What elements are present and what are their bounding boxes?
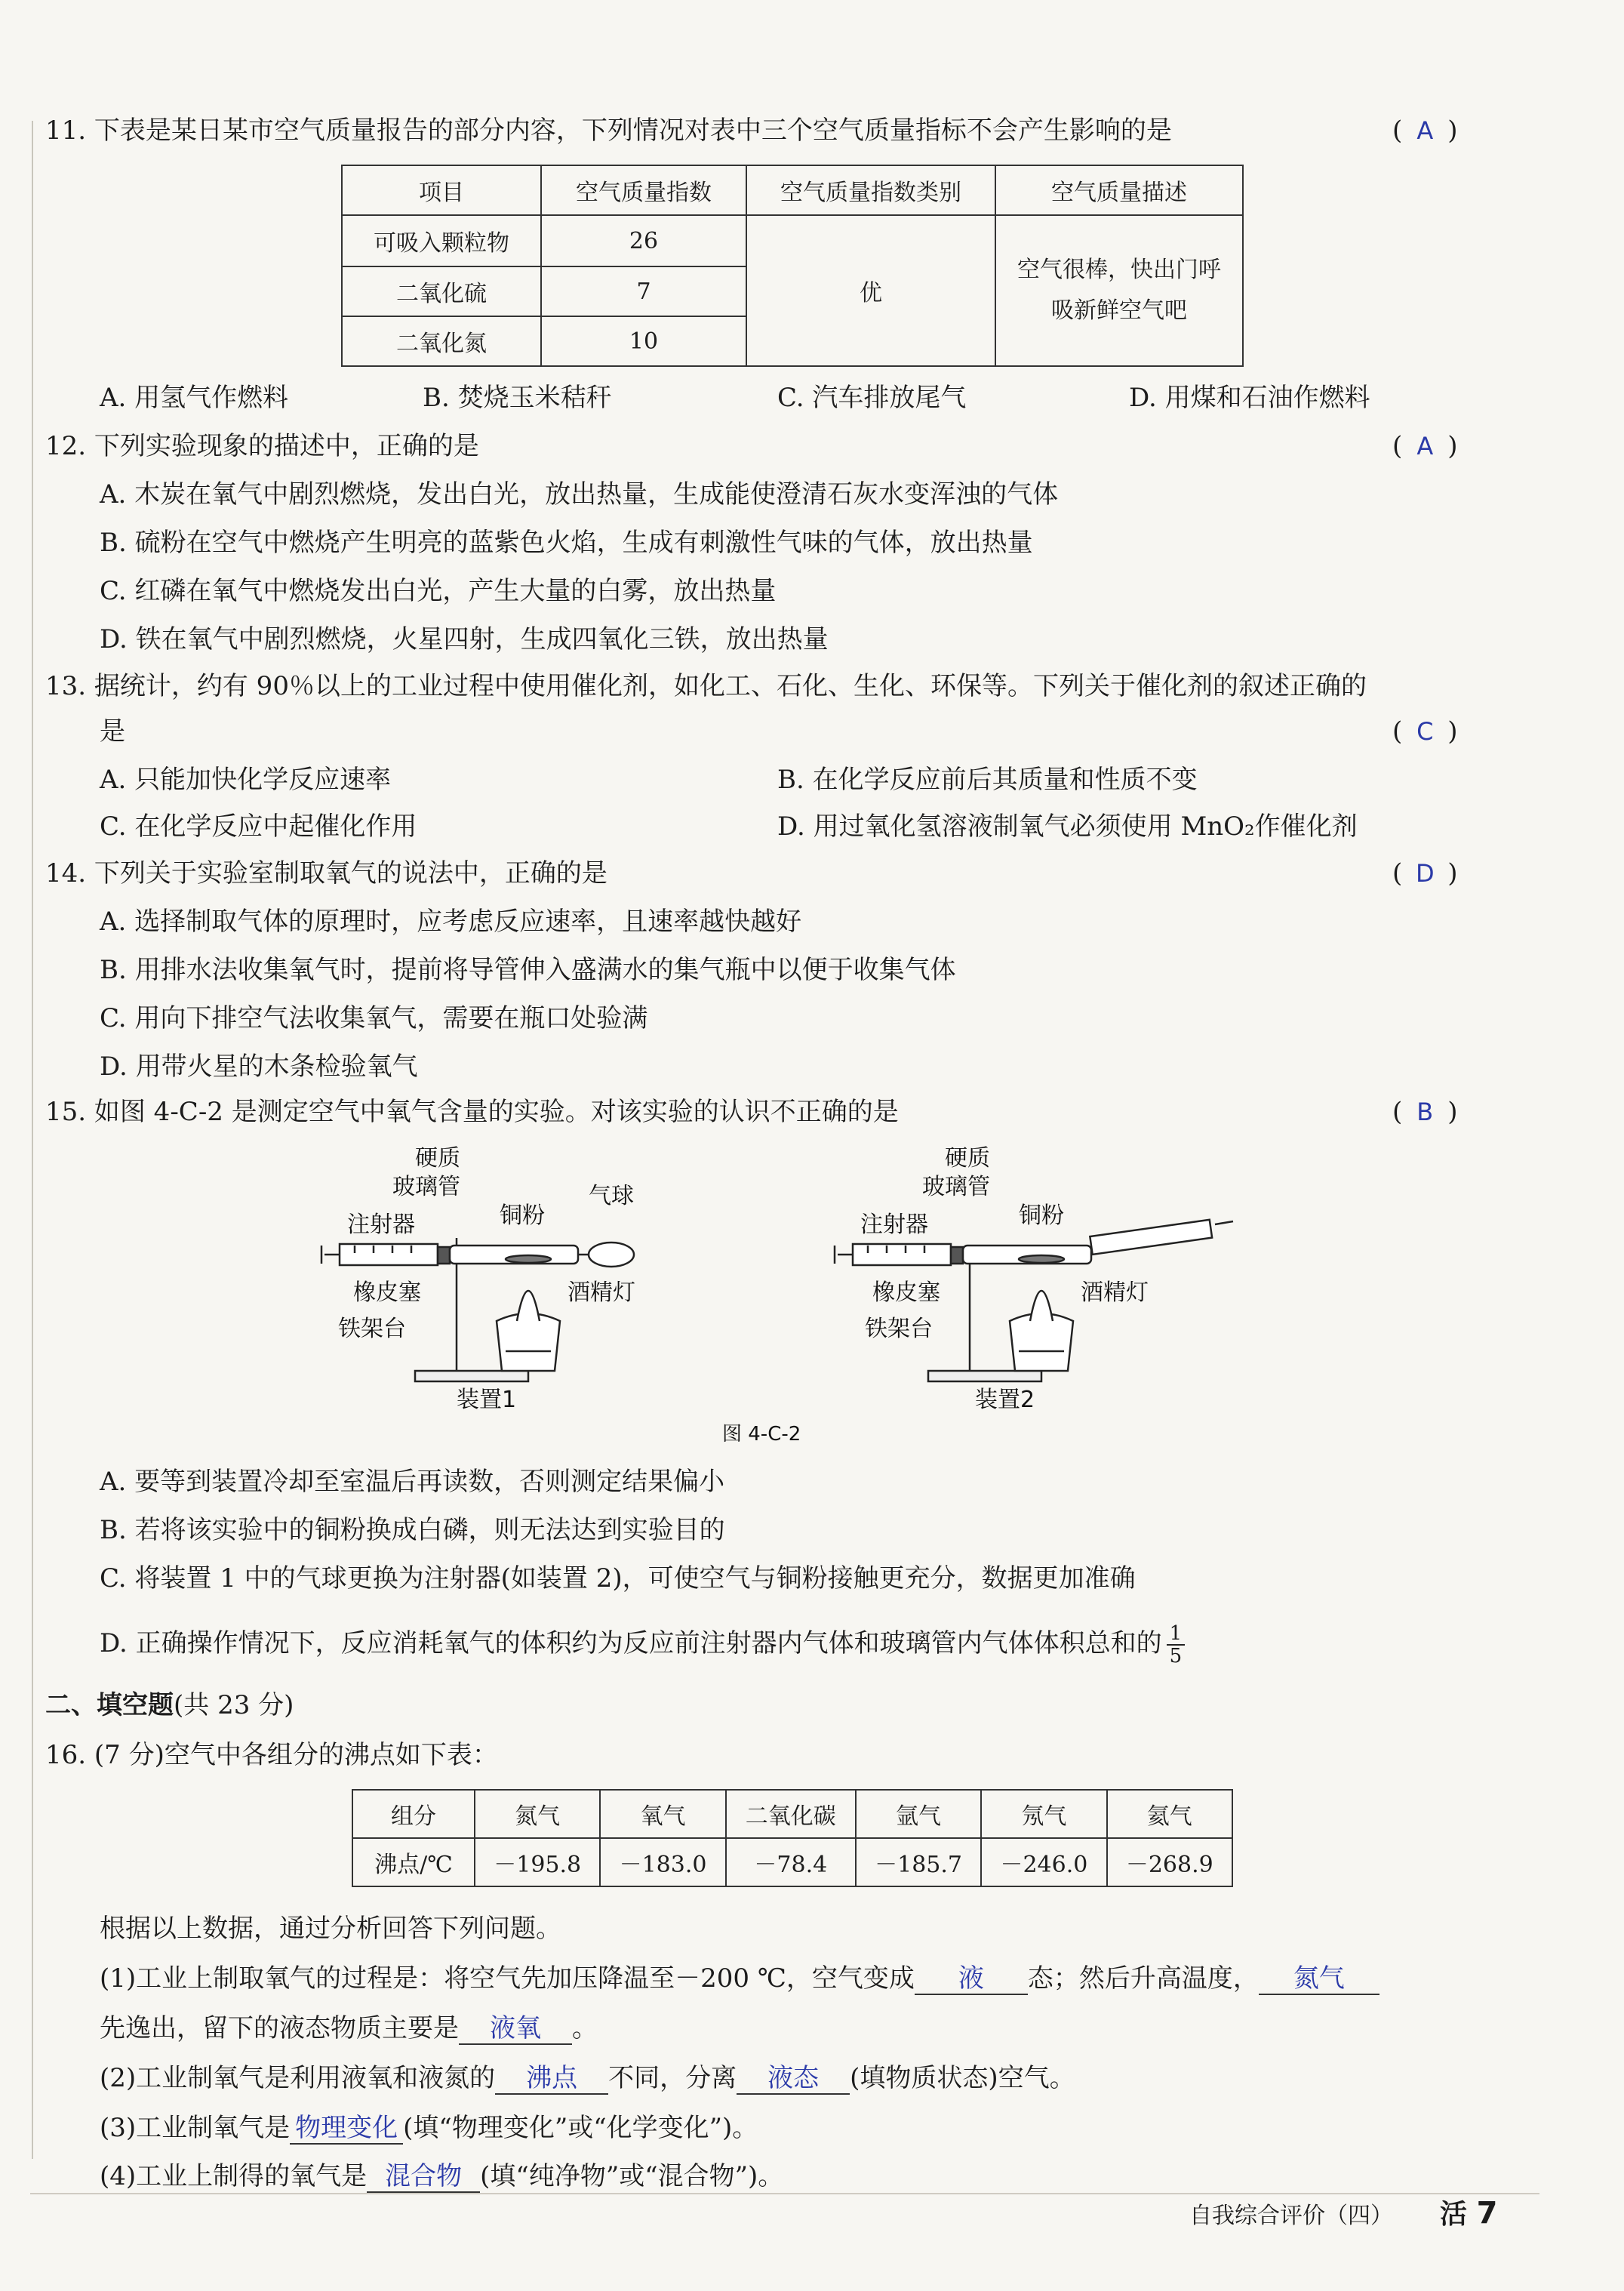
label-copper: 铜粉 bbox=[500, 1202, 545, 1229]
q16-p1-answer3[interactable]: 液氧 bbox=[459, 2013, 572, 2045]
footer-label: 活 bbox=[1440, 2199, 1468, 2230]
fraction-numerator: 1 bbox=[1167, 1623, 1186, 1646]
q15-option-d-line bbox=[100, 1623, 1185, 1667]
q11-header-item: 项目 bbox=[342, 165, 541, 215]
q12-stem: 12. 下列实验现象的描述中，正确的是 bbox=[45, 431, 479, 461]
stand-base bbox=[415, 1371, 528, 1381]
q11-description-line1: 空气很棒，快出门呼 bbox=[1017, 257, 1221, 283]
q12-option-c: C. 红磷在氧气中燃烧发出白光，产生大量的白雾，放出热量 bbox=[100, 576, 777, 606]
footer-divider bbox=[30, 2193, 1539, 2194]
q13-option-c: C. 在化学反应中起催化作用 bbox=[100, 811, 417, 842]
q15-option-a: A. 要等到装置冷却至室温后再读数，否则测定结果偏小 bbox=[100, 1467, 725, 1497]
q16-value: －195.8 bbox=[475, 1838, 600, 1886]
q16-p2-answer2[interactable]: 液态 bbox=[737, 2063, 850, 2095]
q11-row-index: 7 bbox=[541, 266, 746, 316]
q11-option-b: B. 焚烧玉米秸秆 bbox=[423, 383, 612, 413]
binding-line bbox=[32, 121, 33, 2159]
q16-p4-text-a: (4)工业上制得的氧气是 bbox=[100, 2161, 368, 2191]
q16-value: －185.7 bbox=[856, 1838, 981, 1886]
q12-answer: ( A ) bbox=[1392, 431, 1458, 461]
page-number: 7 bbox=[1476, 2196, 1498, 2231]
label-hard: 硬质 bbox=[945, 1145, 990, 1172]
q16-part2 bbox=[100, 2061, 1075, 2095]
q14-option-b: B. 用排水法收集氧气时，提前将导管伸入盛满水的集气瓶中以便于收集气体 bbox=[100, 955, 956, 985]
q16-value: －246.0 bbox=[981, 1838, 1106, 1886]
q11-row-item: 可吸入颗粒物 bbox=[342, 215, 541, 266]
q12-option-b: B. 硫粉在空气中燃烧产生明亮的蓝紫色火焰，生成有刺激性气味的气体，放出热量 bbox=[100, 528, 1033, 558]
q15-figure bbox=[302, 1140, 1253, 1457]
q16-value: －268.9 bbox=[1107, 1838, 1232, 1886]
q15-stem: 15. 如图 4-C-2 是测定空气中氧气含量的实验。对该实验的认识不正确的是 bbox=[45, 1097, 899, 1127]
rubber-stopper bbox=[951, 1247, 963, 1264]
q11-option-a: A. 用氢气作燃料 bbox=[100, 383, 289, 413]
label-syringe: 注射器 bbox=[860, 1212, 928, 1238]
label-stopper: 橡皮塞 bbox=[872, 1279, 940, 1306]
label-stand: 铁架台 bbox=[338, 1316, 406, 1342]
q11-table bbox=[341, 165, 1244, 367]
q11-header-description: 空气质量描述 bbox=[995, 165, 1243, 215]
fraction-denominator: 5 bbox=[1169, 1645, 1183, 1667]
q12-option-d: D. 铁在氧气中剧烈燃烧，火星四射，生成四氧化三铁，放出热量 bbox=[100, 624, 829, 654]
q13-option-b: B. 在化学反应前后其质量和性质不变 bbox=[777, 765, 1198, 795]
q11-option-d: D. 用煤和石油作燃料 bbox=[1129, 383, 1370, 413]
q15-answer: ( B ) bbox=[1392, 1097, 1458, 1127]
q16-p1-text-d: 。 bbox=[572, 2013, 598, 2043]
q16-part1-line2 bbox=[100, 2011, 598, 2046]
q13-answer: ( C ) bbox=[1392, 716, 1458, 747]
q16-p4-text-b: (填“纯净物”或“混合物”)。 bbox=[480, 2161, 784, 2191]
q14-option-c: C. 用向下排空气法收集氧气，需要在瓶口处验满 bbox=[100, 1003, 648, 1033]
label-hard: 硬质 bbox=[415, 1145, 460, 1172]
section2-score: (共 23 分) bbox=[174, 1690, 294, 1720]
label-lamp: 酒精灯 bbox=[567, 1279, 635, 1306]
q16-p1-text-b: 态；然后升高温度， bbox=[1027, 1963, 1259, 1994]
q16-p2-text-b: 不同，分离 bbox=[608, 2063, 737, 2093]
q14-answer: ( D ) bbox=[1392, 858, 1458, 888]
section2-title: 二、填空题 bbox=[45, 1690, 174, 1720]
q16-table bbox=[352, 1789, 1233, 1887]
q16-value: －78.4 bbox=[726, 1838, 856, 1886]
q16-p2-answer1[interactable]: 沸点 bbox=[495, 2063, 608, 2095]
q16-header: 氧气 bbox=[600, 1790, 725, 1838]
q16-header: 氩气 bbox=[856, 1790, 981, 1838]
label-syringe: 注射器 bbox=[347, 1212, 415, 1238]
footer-text: 自我综合评价（四） bbox=[1189, 2203, 1393, 2229]
q11-description-line2: 吸新鲜空气吧 bbox=[1051, 297, 1187, 324]
q11-option-c: C. 汽车排放尾气 bbox=[777, 383, 967, 413]
q16-part4 bbox=[100, 2159, 783, 2194]
label-balloon: 气球 bbox=[589, 1183, 634, 1209]
label-tube: 玻璃管 bbox=[392, 1174, 460, 1200]
q11-header-index: 空气质量指数 bbox=[541, 165, 746, 215]
q16-p1-text-a: (1)工业上制取氧气的过程是：将空气先加压降温至－200 ℃，空气变成 bbox=[100, 1963, 915, 1994]
footer-page bbox=[1440, 2195, 1497, 2233]
right-syringe-barrel bbox=[1090, 1220, 1212, 1255]
alcohol-lamp bbox=[1010, 1313, 1073, 1371]
q13-stem-line1: 13. 据统计，约有 90％以上的工业过程中使用催化剂，如化工、石化、生化、环保等。下列关于催化剂的叙述正确的 bbox=[45, 671, 1367, 701]
balloon bbox=[589, 1242, 634, 1267]
q16-header: 氖气 bbox=[981, 1790, 1106, 1838]
label-stopper: 橡皮塞 bbox=[353, 1279, 421, 1306]
fraction-one-fifth bbox=[1167, 1623, 1186, 1667]
section2-heading bbox=[45, 1688, 294, 1723]
q16-p2-text-a: (2)工业制氧气是利用液氧和液氮的 bbox=[100, 2063, 496, 2093]
q12-option-a: A. 木炭在氧气中剧烈燃烧，发出白光，放出热量，生成能使澄清石灰水变浑浊的气体 bbox=[100, 479, 1059, 510]
q13-stem-line2: 是 bbox=[100, 716, 125, 747]
q11-row-item: 二氧化硫 bbox=[342, 266, 541, 316]
q11-row-item: 二氧化氮 bbox=[342, 316, 541, 366]
label-lamp: 酒精灯 bbox=[1081, 1279, 1149, 1306]
q16-p3-text-a: (3)工业制氧气是 bbox=[100, 2113, 291, 2143]
q11-stem: 11. 下表是某日某市空气质量报告的部分内容，下列情况对表中三个空气质量指标不会产生影响的是 bbox=[45, 115, 1172, 146]
q16-part3 bbox=[100, 2111, 758, 2145]
q16-header: 组分 bbox=[352, 1790, 475, 1838]
q16-row-label: 沸点/℃ bbox=[352, 1838, 475, 1886]
q11-category: 优 bbox=[746, 215, 995, 366]
q11-row-index: 26 bbox=[541, 215, 746, 266]
caption-apparatus-1: 装置1 bbox=[457, 1387, 517, 1413]
q16-p1-answer1[interactable]: 液 bbox=[915, 1963, 1028, 1995]
q16-header: 氮气 bbox=[475, 1790, 600, 1838]
q16-header: 氦气 bbox=[1107, 1790, 1232, 1838]
figure-caption: 图 4-C-2 bbox=[722, 1423, 801, 1446]
q14-option-a: A. 选择制取气体的原理时，应考虑反应速率，且速率越快越好 bbox=[100, 907, 802, 937]
q14-stem: 14. 下列关于实验室制取氧气的说法中，正确的是 bbox=[45, 858, 607, 888]
q13-option-d: D. 用过氧化氢溶液制氧气必须使用 MnO₂作催化剂 bbox=[777, 811, 1358, 842]
q13-option-a: A. 只能加快化学反应速率 bbox=[100, 765, 392, 795]
label-tube: 玻璃管 bbox=[922, 1174, 990, 1200]
q16-p1-text-c: 先逸出，留下的液态物质主要是 bbox=[100, 2013, 459, 2043]
q15-option-b: B. 若将该实验中的铜粉换成白磷，则无法达到实验目的 bbox=[100, 1515, 725, 1545]
q16-p2-text-c: (填物质状态)空气。 bbox=[850, 2063, 1075, 2093]
q16-stem: 16. (7 分)空气中各组分的沸点如下表： bbox=[45, 1740, 498, 1770]
label-stand: 铁架台 bbox=[865, 1316, 933, 1342]
q16-value: －183.0 bbox=[600, 1838, 725, 1886]
copper-powder bbox=[1019, 1255, 1064, 1263]
q16-part1-line1 bbox=[100, 1961, 1379, 1996]
q16-p3-answer[interactable]: 物理变化 bbox=[290, 2113, 403, 2145]
q15-option-c: C. 将装置 1 中的气球更换为注射器(如装置 2)，可使空气与铜粉接触更充分，数据更加准确 bbox=[100, 1563, 1136, 1594]
label-copper: 铜粉 bbox=[1019, 1202, 1064, 1229]
q11-row-index: 10 bbox=[541, 316, 746, 366]
q16-p3-text-b: (填“物理变化”或“化学变化”)。 bbox=[403, 2113, 758, 2143]
q11-answer: ( A ) bbox=[1392, 115, 1458, 146]
q11-description bbox=[995, 215, 1243, 366]
rubber-stopper bbox=[438, 1247, 450, 1264]
stand-base bbox=[928, 1371, 1041, 1381]
alcohol-lamp bbox=[497, 1313, 560, 1371]
q15-option-d: D. 正确操作情况下，反应消耗氧气的体积约为反应前注射器内气体和玻璃管内气体体积总和的 bbox=[100, 1628, 1162, 1658]
q14-option-d: D. 用带火星的木条检验氧气 bbox=[100, 1052, 418, 1082]
caption-apparatus-2: 装置2 bbox=[975, 1387, 1035, 1413]
q16-intro: 根据以上数据，通过分析回答下列问题。 bbox=[100, 1914, 561, 1944]
copper-powder bbox=[506, 1255, 551, 1263]
q11-header-category: 空气质量指数类别 bbox=[746, 165, 995, 215]
q16-p1-answer2[interactable]: 氮气 bbox=[1259, 1963, 1379, 1995]
apparatus-1 bbox=[321, 1238, 634, 1381]
q16-p4-answer[interactable]: 混合物 bbox=[367, 2161, 480, 2193]
q16-header: 二氧化碳 bbox=[726, 1790, 856, 1838]
